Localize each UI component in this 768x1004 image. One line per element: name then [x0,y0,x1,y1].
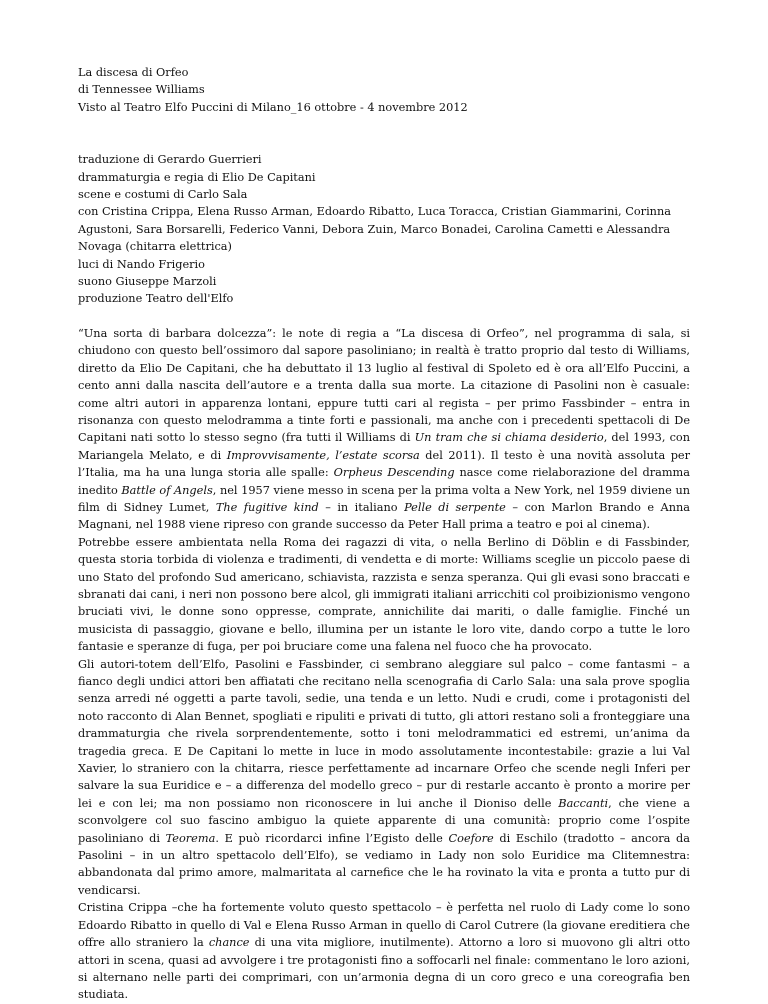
credit-production: produzione Teatro dell'Elfo [78,292,234,306]
paragraph-text: – in italiano [318,500,405,514]
paragraph-text: Cristina Crippa –che ha fortemente voluto questo spettacolo – è perfetta nel ruolo di Lady come lo sono Edoardo Ribatto in quello di Val e Elena Russo Arman in quello di Carol Cutrere (la giovane ereditiera che offre allo straniero la [78,901,690,950]
play-title: La discesa di Orfeo [78,66,189,79]
paragraph-text: Potrebbe essere ambientata nella Roma dei ragazzi di vita, o nella Berlino di Döblin e di Fassbinder, questa storia torbida di violenza e tradimenti, di vendetta e di morte: Williams sceglie un piccolo paese di uno Stato del profondo Sud americano, schiavista, razzista e senza speranza. Qui gli evasi sono braccati e sbranati dai cani, i neri non possono bere alcol, gli immigrati italiani arricchiti col proibizionismo vengono bruciati vivi, le donne sono oppresse, comprate, annichilite dai mariti, o dalle famiglie. Finché un musicista di passaggio, giovane e bello, illumina per un istante le loro vite, dando corpo a tutte le loro fantasie e speranze di fuga, per poi bruciare come una falena nel fuoco che ha provocato. [78,535,690,654]
credit-sound: suono Giuseppe Marzoli [78,275,217,289]
credit-translation: traduzione di Gerardo Guerrieri [78,153,262,167]
review-paragraph-2 [78,534,690,656]
paragraph-text: di Eschilo (tradotto – ancora da Pasolini – in un altro spettacolo dell’Elfo), se vediamo in Lady non solo Euridice ma Clitemnestra: abbandonata dal primo amore, malmaritata al carnefice che le ha rovinato la vita e pronta a tutto pur di vendicarsi. [78,831,690,897]
paragraph-text: , nel 1957 viene messo in scena per la prima volta a New York, nel 1959 diviene un film di Sidney Lumet, [78,483,690,514]
venue-dates: Visto al Teatro Elfo Puccini di Milano_16 ottobre - 4 novembre 2012 [78,100,468,114]
paragraph-text: di una vita migliore, inutilmente). Attorno a loro si muovono gli altri otto attori in scena, quasi ad avvolgere i tre protagonisti fino a soffocarli nel finale: commentano le loro azioni, si alternano nelle parti dei comprimari, con un’armonia degna di un coro greco e una coreografia ben studiata. [78,936,690,1002]
paragraph-text: , del 1993, con Mariangela Melato, e di [78,431,690,462]
italic-title-text: The fugitive kind [215,500,319,514]
paragraph-text: , che viene a sconvolgere col suo fascino ambiguo la quiete apparente di una comunità: proprio come l’ospite pasoliniano di [78,796,690,845]
paragraph-text: del 2011). Il testo è una novità assoluta per l’Italia, ma ha una lunga storia alle spalle: [78,448,691,480]
italic-title-text: Teorema [165,831,216,845]
italic-title-text: Improvvisamente, l’estate scorsa [226,448,420,462]
review-paragraph-4 [78,899,690,1003]
credit-lights: luci di Nando Frigerio [78,257,205,271]
italic-title-text: Baccanti [558,796,609,810]
document-page [78,64,690,1004]
italic-title-text: chance [208,936,250,950]
credit-cast: con Cristina Crippa, Elena Russo Arman, Edoardo Ribatto, Luca Toracca, Cristian Giammarini, Corinna Agustoni, Sara Borsarelli, Federico Vanni, Debora Zuin, Marco Bonadei, Carolina Cametti e Alessandra Novaga (chitarra elettrica) [78,205,671,254]
italic-title-text: Orpheus Descending [333,466,455,480]
paragraph-text: – con Marlon Brando e Anna Magnani, nel 1988 viene ripreso con grande successo da Peter Hall prima a teatro e poi al cinema). [78,500,690,532]
paragraph-text: Gli autori-totem dell’Elfo, Pasolini e Fassbinder, ci sembrano aleggiare sul palco – come fantasmi – a fianco degli undici attori ben affiatati che recitano nella scenografia di Carlo Sala: una sala prove spoglia senza arredi né oggetti a parte tavoli, sedie, una tenda e un letto. Nudi e crudi, come i protagonisti del noto racconto di Alan Bennet, spogliati e ripuliti e privati di tutto, gli attori restano soli a fronteggiare una drammaturgia che rivela sorprendentemente, sotto i toni melodrammatici ed estremi, un’anima da tragedia greca. E De Capitani lo mette in luce in modo assolutamente incontestabile: grazie a lui Val Xavier, lo straniero con la chitarra, riesce perfettamente ad incarnare Orfeo che scende negli Inferi per salvare la sua Euridice e – a differenza del modello greco – pur di restarle accanto è pronto a morire per lei e con lei; ma non possiamo non riconoscere in lui anche il Dioniso delle [78,657,690,810]
italic-title-text: Coefore [448,831,494,845]
play-author: di Tennessee Williams [78,83,205,97]
review-paragraph-1 [78,325,690,534]
italic-title-text: Un tram che si chiama desiderio [414,431,604,445]
paragraph-text: nasce come rielaborazione del dramma inedito [78,466,691,497]
credit-direction: drammaturgia e regia di Elio De Capitani [78,170,316,184]
review-paragraph-3 [78,656,690,900]
italic-title-text: Battle of Angels [121,483,213,497]
credit-scenes: scene e costumi di Carlo Sala [78,188,248,202]
italic-title-text: Pelle di serpente [404,500,506,514]
paragraph-text: . E può ricordarci infine l’Egisto delle [215,831,449,845]
paragraph-text: “Una sorta di barbara dolcezza”: le note di regia a “La discesa di Orfeo”, nel programma di sala, si chiudono con questo bell’ossimoro dal sapore pasoliniano; in realtà è tratto proprio dal testo di Williams, diretto da Elio De Capitani, che ha debuttato il 13 luglio al festival di Spoleto ed è ora all’Elfo Puccini, a cento anni dalla nascita dell’autore e a trenta dalla sua morte. La citazione di Pasolini non è casuale: come altri autori in apparenza lontani, eppure tutti cari al regista – per primo Fassbinder – entra in risonanza con questo melodramma a tinte forti e passionali, ma anche con i precedenti spettacoli di De Capitani nati sotto lo stesso segno (fra tutti il Williams di [78,326,690,445]
